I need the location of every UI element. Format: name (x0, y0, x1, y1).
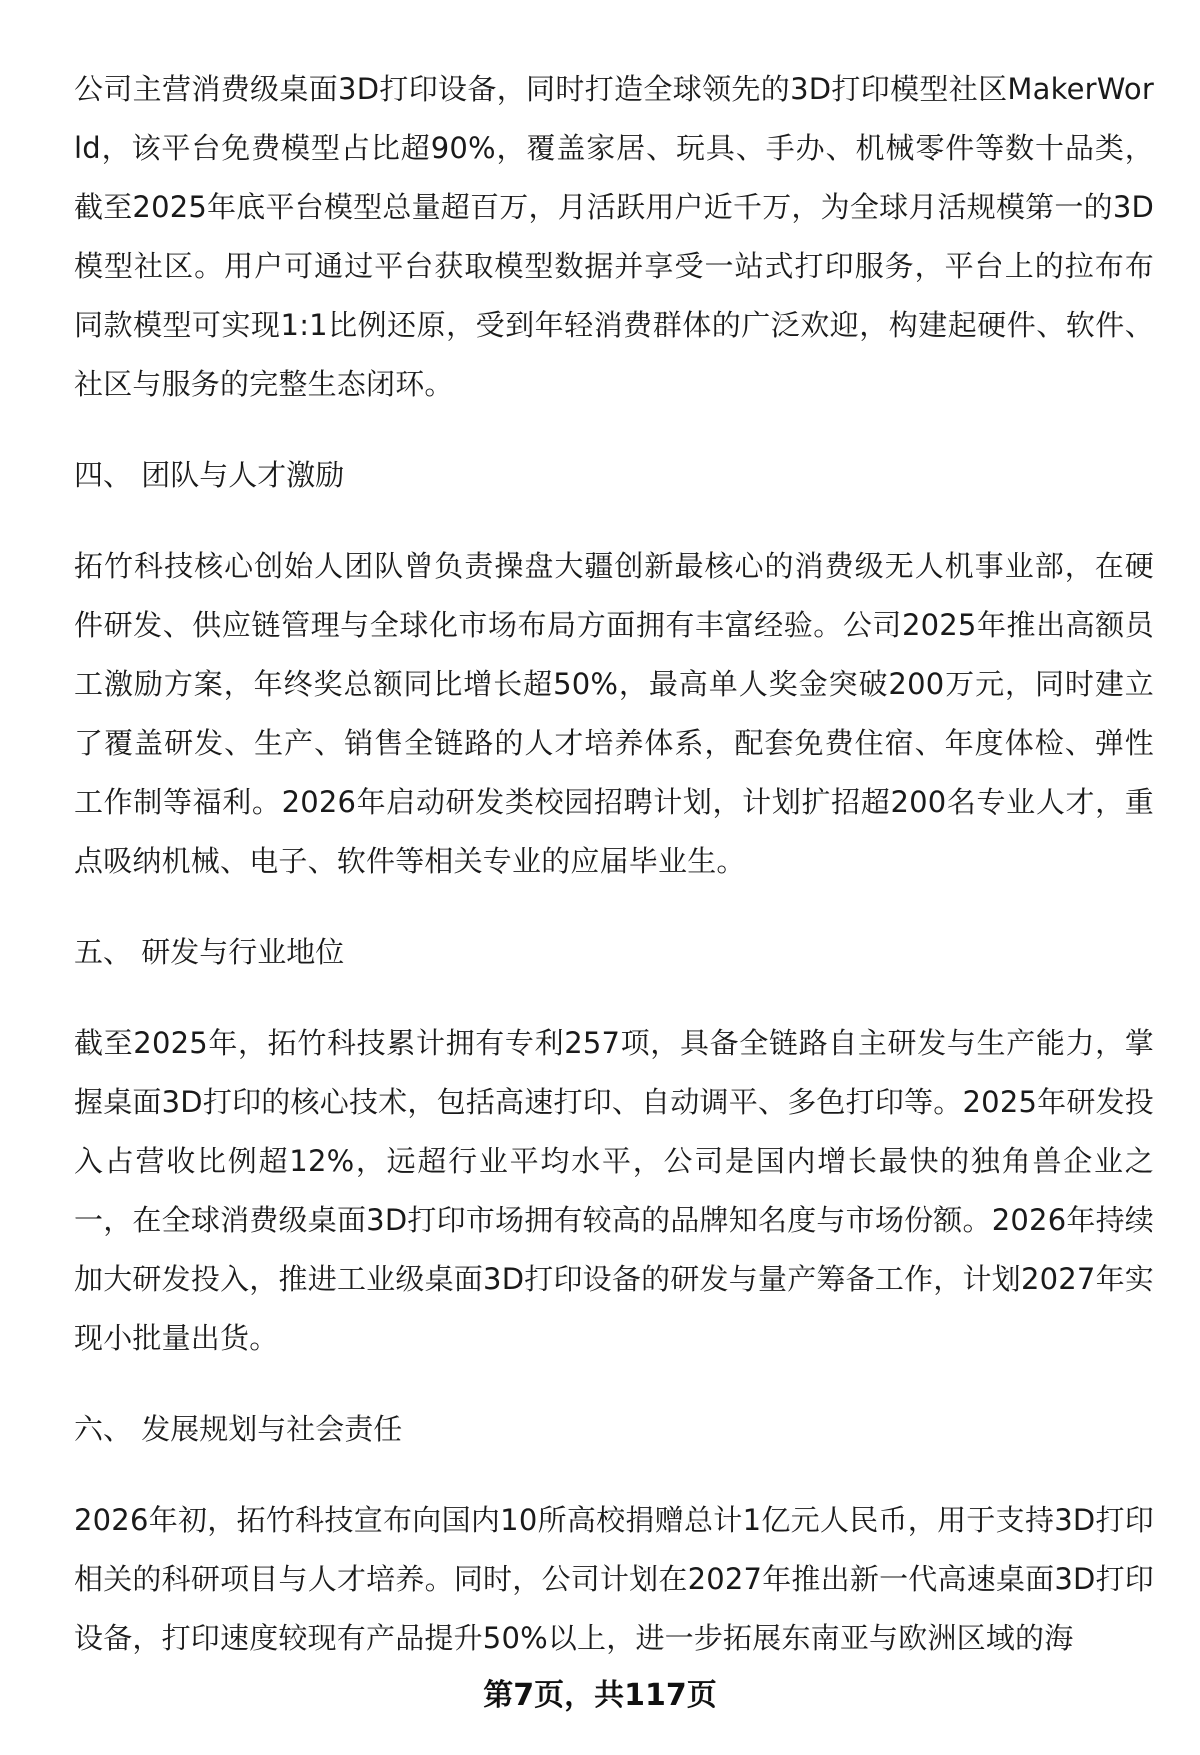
section-heading-plans: 六、 发展规划与社会责任 (74, 1412, 403, 1446)
page-number-footer: 第7页，共117页 (483, 1678, 717, 1713)
paragraph-company-business: 公司主营消费级桌面3D打印设备，同时打造全球领先的3D打印模型社区MakerWorld，该平台免费模型占比超90%，覆盖家居、玩具、手办、机械零件等数十品类，截至2025年底平台模型总量超百万，月活跃用户近千万，为全球月活规模第一的3D模型社区。用户可通过平台获取模型数据并享受一站式打印服务，平台上的拉布布同款模型可实现1:1比例还原，受到年轻消费群体的广泛欢迎，构建起硬件、软件、社区与服务的完整生态闭环。 (74, 72, 1154, 401)
paragraph-rnd-position: 截至2025年，拓竹科技累计拥有专利257项，具备全链路自主研发与生产能力，掌握桌面3D打印的核心技术，包括高速打印、自动调平、多色打印等。2025年研发投入占营收比例超12%，远超行业平均水平，公司是国内增长最快的独角兽企业之一，在全球消费级桌面3D打印市场拥有较高的品牌知名度与市场份额。2026年持续加大研发投入，推进工业级桌面3D打印设备的研发与量产筹备工作，计划2027年实现小批量出货。 (74, 1026, 1154, 1355)
paragraph-team-incentives: 拓竹科技核心创始人团队曾负责操盘大疆创新最核心的消费级无人机事业部，在硬件研发、供应链管理与全球化市场布局方面拥有丰富经验。公司2025年推出高额员工激励方案，年终奖总额同比增长超50%，最高单人奖金突破200万元，同时建立了覆盖研发、生产、销售全链路的人才培养体系，配套免费住宿、年度体检、弹性工作制等福利。2026年启动研发类校园招聘计划，计划扩招超200名专业人才，重点吸纳机械、电子、软件等相关专业的应届毕业生。 (74, 549, 1154, 878)
section-heading-team: 四、 团队与人才激励 (74, 458, 345, 492)
section-heading-rnd: 五、 研发与行业地位 (74, 935, 345, 969)
document-body (74, 60, 1154, 1700)
paragraph-development-plans: 2026年初，拓竹科技宣布向国内10所高校捐赠总计1亿元人民币，用于支持3D打印相关的科研项目与人才培养。同时，公司计划在2027年推出新一代高速桌面3D打印设备，打印速度较现有产品提升50%以上，进一步拓展东南亚与欧洲区域的海 (74, 1503, 1154, 1655)
